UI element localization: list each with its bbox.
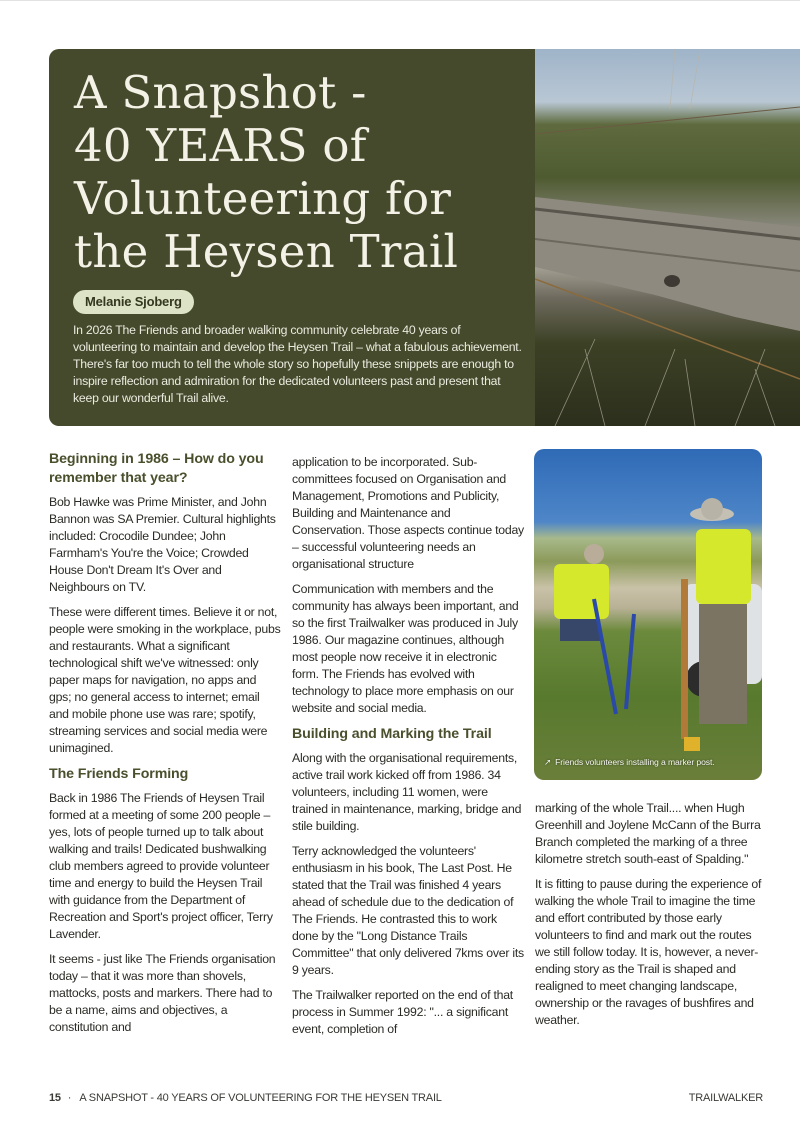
section-heading: Building and Marking the Trail [292, 726, 492, 742]
volunteers-illustration [534, 449, 762, 780]
running-title: A SNAPSHOT - 40 YEARS OF VOLUNTEERING FOR THE HEYSEN TRAIL [79, 1092, 442, 1104]
figure-caption [544, 757, 715, 768]
title-line: Volunteering for [74, 172, 452, 225]
paragraph: Communication with members and the community has always been important, and so the first Trailwalker was produced in July 1986. Our magazine continues, although most people now receive it in electronic form. The Friends has evolved with technology to place more emphasis on our website and social media. [292, 582, 519, 715]
paragraph: These were different times. Believe it or not, people were smoking in the workplace, pubs and restaurants. What a significant technological shift we've witnessed: only paper maps for navigation, no apps and gps; no general access to internet; email and mobile phone use was rare; spotify, streaming services and social media were unimagined. [49, 605, 281, 755]
paragraph: Terry acknowledged the volunteers' enthusiasm in his book, The Last Post. He stated that the Trail was finished 4 years ahead of schedule due to the dedication of The Friends. He contrasted this to work done by the "Long Distance Trails Committee" that only delivered 7kms over its 9 years. [292, 844, 524, 977]
volunteers-photo [534, 449, 762, 780]
hero-photo [535, 49, 800, 426]
section-heading: The Friends Forming [49, 766, 189, 782]
paragraph: application to be incorporated. Sub-committees focused on Organisation and Management, Promotions and Publicity, Building and Maintenance and Conservation. Those aspects continue today – successful volunteering needs an organisational structure [292, 455, 524, 571]
top-rule [0, 0, 800, 1]
paragraph: marking of the whole Trail.... when Hugh Greenhill and Joylene McCann of the Burra Branch completed the marking of a three kilometre stretch south-east of Spalding." [535, 801, 761, 866]
fence-rail-illustration [535, 49, 800, 426]
paragraph: Along with the organisational requirements, active trail work kicked off from 1986. 34 volunteers, including 11 women, were trained in maintenance, marking, bridge and stile building. [292, 751, 522, 833]
title-line: 40 YEARS of [74, 119, 367, 172]
publication-name: TRAILWALKER [688, 1092, 763, 1104]
title-line: A Snapshot - [74, 66, 367, 119]
page-number: 15 [49, 1092, 61, 1104]
column-2 [292, 454, 524, 1046]
paragraph: It seems - just like The Friends organisation today – that it was more than shovels, mattocks, posts and markers. There had to be a name, aims and objectives, a constitution and [49, 952, 276, 1034]
article-title [74, 66, 504, 278]
arrow-up-right-icon: ↗ [544, 757, 552, 767]
paragraph: The Trailwalker reported on the end of that process in Summer 1992: "... a significant event, completion of [292, 988, 513, 1036]
article-intro: In 2026 The Friends and broader walking community celebrate 40 years of volunteering to maintain and develop the Heysen Trail – what a fabulous achievement. There's far too much to tell the whole story so hopefully these snippets are enough to inspire reflection and admiration for the dedicated volunteers past and present that keep our wonderful Trail alive. [73, 323, 522, 405]
author-badge: Melanie Sjoberg [73, 290, 194, 314]
paragraph: Back in 1986 The Friends of Heysen Trail formed at a meeting of some 200 people – yes, lots of people turned up to talk about walking and trails! Dedicated bushwalking club members agreed to provide volunteer time and energy to build the Heysen Trail with guidance from the Department of Recreation and Sport's project officer, Terry Lavender. [49, 791, 273, 941]
footer-separator: · [67, 1092, 72, 1104]
paragraph: It is fitting to pause during the experience of walking the whole Trail to imagine the time and effort contributed by those early volunteers to find and mark out the routes we still follow today. It is, however, a never-ending story as the Trail is shaped and realigned to meet changing landscape, ownership or the ravages of bushfires and weather. [535, 877, 762, 1027]
column-1 [49, 450, 281, 1044]
paragraph: Bob Hawke was Prime Minister, and John Bannon was SA Premier. Cultural highlights included: Crocodile Dundee; John Farmham's You're the Voice; Crowded House Don't Dream It's Over and Neighbours on TV. [49, 495, 276, 594]
page-footer [49, 1092, 763, 1104]
caption-text: Friends volunteers installing a marker post. [555, 757, 715, 767]
title-line: the Heysen Trail [74, 225, 459, 278]
section-heading: Beginning in 1986 – How do you remember that year? [49, 451, 264, 486]
column-3 [535, 800, 767, 1037]
